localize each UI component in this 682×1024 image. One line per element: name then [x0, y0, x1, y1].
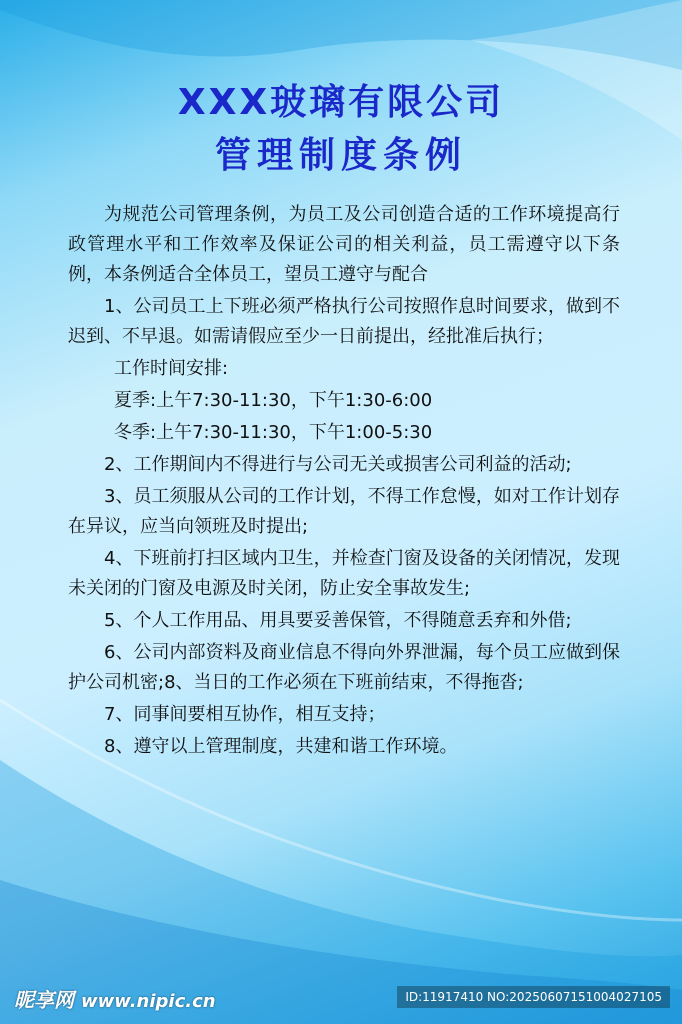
regulations-body — [68, 200, 620, 764]
rule-2: 2、工作期间内不得进行与公司无关或损害公司利益的活动; — [104, 454, 572, 475]
intro-paragraph: 为规范公司管理条例，为员工及公司创造合适的工作环境提高行政管理水平和工作效率及保证公司的相关利益，员工需遵守以下条例，本条例适合全体员工，望员工遵守与配合 — [68, 204, 620, 285]
watermark-logo — [14, 984, 216, 1013]
watermark-logo-text: 昵享网 — [14, 988, 74, 1012]
image-id-label: ID:11917410 NO:20250607151004027105 — [397, 986, 670, 1008]
company-title: XXX玻璃有限公司 — [177, 82, 505, 123]
rule-6: 6、公司内部资料及商业信息不得向外界泄漏，每个员工应做到保护公司机密;8、当日的工作必须在下班前结束，不得拖沓; — [68, 642, 620, 693]
schedule-summer: 夏季:上午7:30-11:30，下午1:30-6:00 — [114, 390, 433, 411]
rule-1: 1、公司员工上下班必须严格执行公司按照作息时间要求，做到不迟到、不早退。如需请假应至少一日前提出，经批准后执行； — [68, 296, 620, 347]
rule-4: 4、下班前打扫区域内卫生，并检查门窗及设备的关闭情况，发现未关闭的门窗及电源及时关闭，防止安全事故发生; — [68, 548, 620, 599]
rule-7: 7、同事间要相互协作，相互支持； — [104, 704, 386, 725]
schedule-winter: 冬季:上午7:30-11:30，下午1:00-5:30 — [114, 422, 433, 443]
watermark-url[interactable]: www.nipic.cn — [80, 991, 216, 1012]
document-title: 管理制度条例 — [214, 135, 467, 176]
rule-8: 8、遵守以上管理制度，共建和谐工作环境。 — [104, 736, 458, 757]
rule-5: 5、个人工作用品、用具要妥善保管，不得随意丢弃和外借; — [104, 610, 572, 631]
schedule-heading: 工作时间安排: — [114, 358, 229, 379]
rule-3: 3、员工须服从公司的工作计划，不得工作怠慢，如对工作计划存在异议，应当向领班及时提出; — [68, 486, 620, 537]
